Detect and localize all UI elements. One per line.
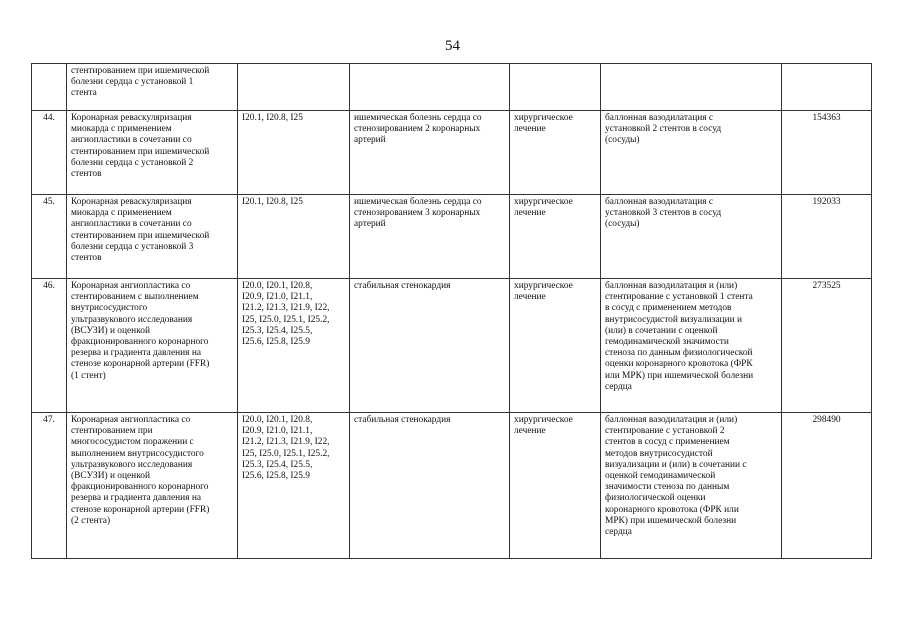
- icd-codes: I20.0, I20.1, I20.8, I20.9, I21.0, I21.1, I21.2, I21.3, I21.9, I22, I25, I25.0, I25.1, I25.2, I25.3, I25.4, I25.5, I25.6, I25.8, I25.9: [238, 413, 350, 559]
- procedure-name: Коронарная ангиопластика со стентированием при многососудистом поражении с выполнением внутрисосудистого ультразвукового исследования (ВСУЗИ) и оценкой фракционированного коронарного резерва и градиента давления на стенозе коронарной артерии (FFR) (2 стента): [67, 413, 238, 559]
- treatment-method: баллонная вазодилатация и (или) стентирование с установкой 1 стента в сосуд с применением методов внутрисосудистой визуализации и (или) в сочетании с оценкой гемодинамической значимости стеноза по данным физиологической оценки коронарного кровотока (ФРК или МРК) при ишемической болезни сердца: [601, 279, 782, 413]
- treatment-type: хирургическое лечение: [510, 195, 601, 279]
- treatment-method: баллонная вазодилатация и (или) стентирование с установкой 2 стентов в сосуд с применением методов внутрисосудистой визуализации и (или) в сочетании с оценкой гемодинамической значимости стеноза по данным физиологической оценки коронарного кровотока (ФРК или МРК) при ишемической болезни сердца: [601, 413, 782, 559]
- price: 154363: [782, 111, 872, 195]
- icd-codes: [238, 64, 350, 111]
- icd-codes: I20.1, I20.8, I25: [238, 195, 350, 279]
- row-number: [32, 64, 67, 111]
- row-number: 46.: [32, 279, 67, 413]
- table-row: [32, 64, 872, 111]
- row-number: 44.: [32, 111, 67, 195]
- procedure-name: стентированием при ишемической болезни сердца с установкой 1 стента: [67, 64, 238, 111]
- treatment-method: баллонная вазодилатация с установкой 3 стентов в сосуд (сосуды): [601, 195, 782, 279]
- table-row: [32, 413, 872, 559]
- patient-model: [350, 64, 510, 111]
- treatment-type: хирургическое лечение: [510, 413, 601, 559]
- patient-model: ишемическая болезнь сердца со стенозированием 3 коронарных артерий: [350, 195, 510, 279]
- procedure-name: Коронарная реваскуляризация миокарда с применением ангиопластики в сочетании со стентированием при ишемической болезни сердца с установкой 2 стентов: [67, 111, 238, 195]
- price: 273525: [782, 279, 872, 413]
- procedure-name: Коронарная реваскуляризация миокарда с применением ангиопластики в сочетании со стентированием при ишемической болезни сердца с установкой 3 стентов: [67, 195, 238, 279]
- table-row: [32, 195, 872, 279]
- procedures-table: [31, 63, 872, 559]
- procedure-name: Коронарная ангиопластика со стентированием с выполнением внутрисосудистого ультразвукового исследования (ВСУЗИ) и оценкой фракционированного коронарного резерва и градиента давления на стенозе коронарной артерии (FFR) (1 стент): [67, 279, 238, 413]
- treatment-method: баллонная вазодилатация с установкой 2 стентов в сосуд (сосуды): [601, 111, 782, 195]
- row-number: 45.: [32, 195, 67, 279]
- treatment-method: [601, 64, 782, 111]
- row-number: 47.: [32, 413, 67, 559]
- table-row: [32, 111, 872, 195]
- treatment-type: хирургическое лечение: [510, 279, 601, 413]
- patient-model: ишемическая болезнь сердца со стенозированием 2 коронарных артерий: [350, 111, 510, 195]
- price: 192033: [782, 195, 872, 279]
- icd-codes: I20.0, I20.1, I20.8, I20.9, I21.0, I21.1, I21.2, I21.3, I21.9, I22, I25, I25.0, I25.1, I25.2, I25.3, I25.4, I25.5, I25.6, I25.8, I25.9: [238, 279, 350, 413]
- icd-codes: I20.1, I20.8, I25: [238, 111, 350, 195]
- patient-model: стабильная стенокардия: [350, 413, 510, 559]
- price: 298490: [782, 413, 872, 559]
- patient-model: стабильная стенокардия: [350, 279, 510, 413]
- page-number: 54: [445, 38, 460, 54]
- table-row: [32, 279, 872, 413]
- treatment-type: хирургическое лечение: [510, 111, 601, 195]
- treatment-type: [510, 64, 601, 111]
- price: [782, 64, 872, 111]
